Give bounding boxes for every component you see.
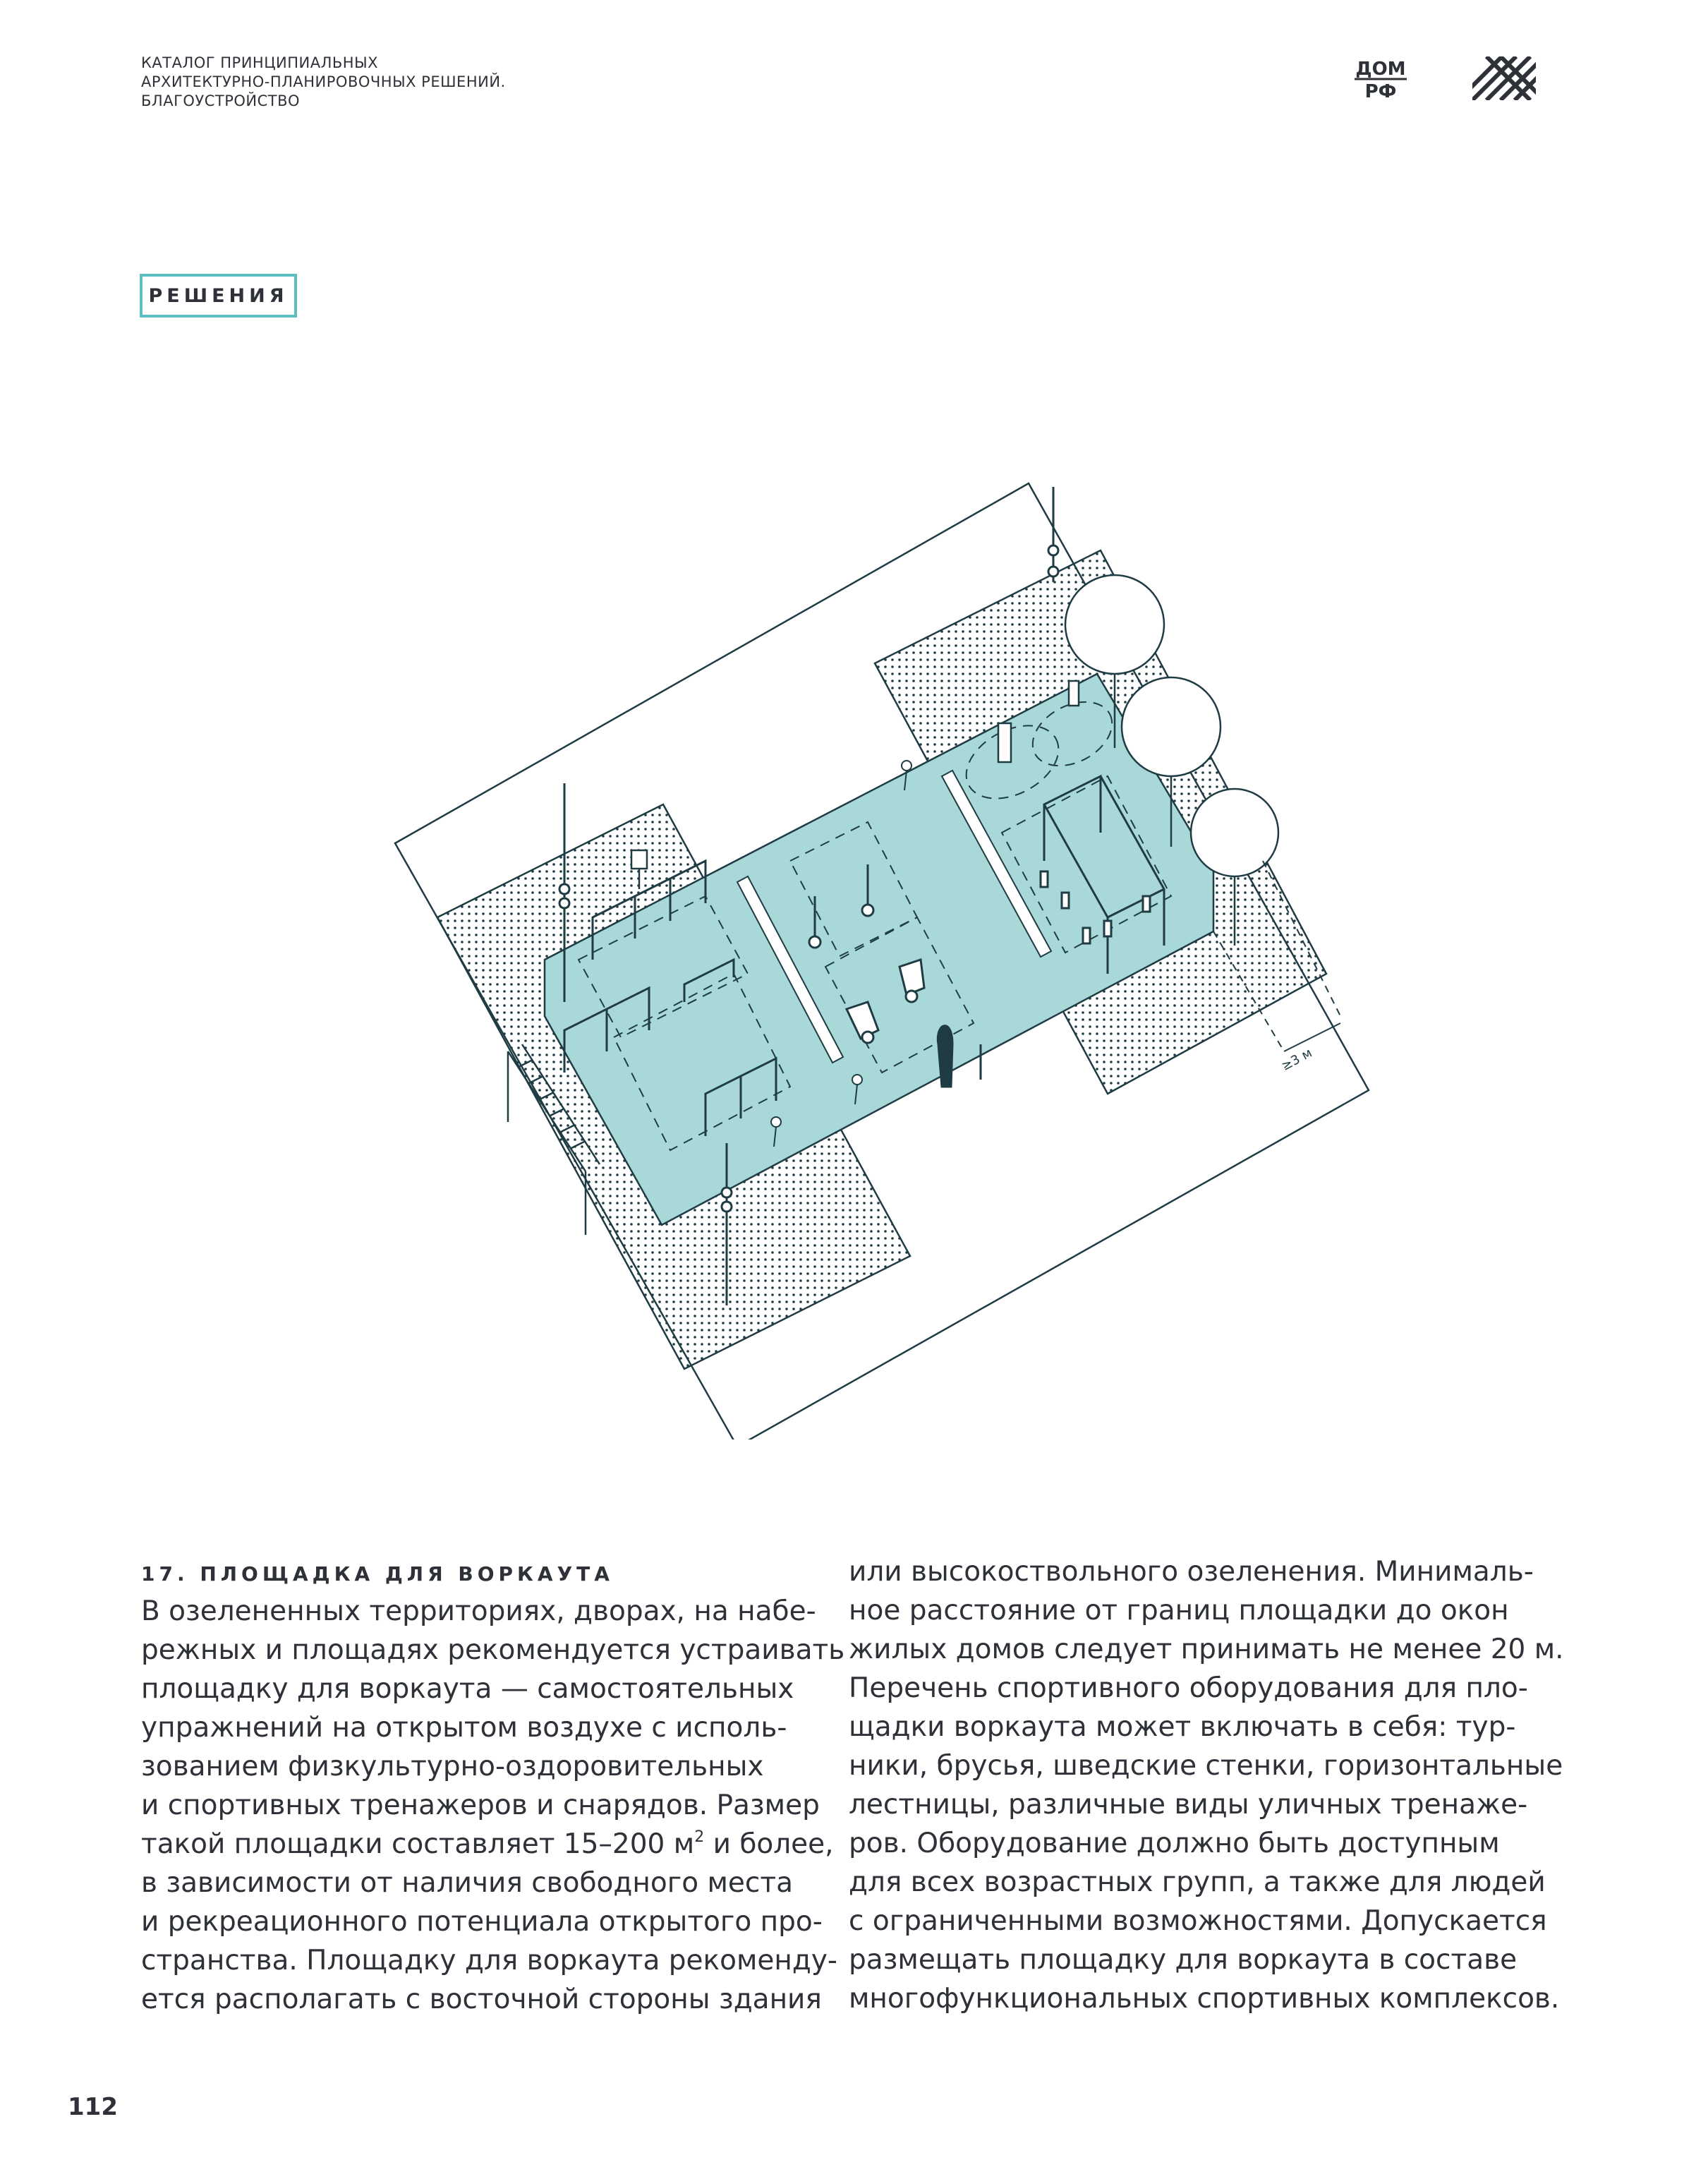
- left-line-8: в зависимости от наличия свободного места: [141, 1867, 793, 1899]
- dimension-label: ≥3 м: [1279, 1045, 1315, 1074]
- left-line-11: ется располагать с восточной стороны здания: [141, 1984, 822, 2015]
- solutions-badge: РЕШЕНИЯ: [140, 274, 297, 318]
- hatched-pattern-logo: [1472, 56, 1536, 100]
- right-line-10: с ограниченными возможностями. Допускается: [849, 1905, 1547, 1937]
- right-line-6: ники, брусья, шведские стенки, горизонтальные: [849, 1750, 1563, 1782]
- dom-rf-logo: [1353, 56, 1408, 100]
- left-line-7-tail: и более,: [704, 1828, 834, 1860]
- left-line-2: режных и площадях рекомендуется устраивать: [141, 1634, 845, 1666]
- left-line-4: упражнений на открытом воздухе с исполь-: [141, 1712, 787, 1744]
- logo-dom-text: ДОМ: [1355, 59, 1406, 80]
- text-column-right: [849, 1552, 1568, 2018]
- workout-area-illustration: [381, 466, 1383, 1439]
- left-line-3: площадку для воркаута — самостоятельных: [141, 1673, 794, 1705]
- right-line-7: лестницы, различные виды уличных тренаже-: [849, 1789, 1528, 1821]
- logo-rf-text: РФ: [1364, 81, 1397, 100]
- left-line-1: В озелененных территориях, дворах, на набе-: [141, 1595, 816, 1627]
- left-line-10: странства. Площадку для воркаута рекоменду-: [141, 1945, 837, 1976]
- left-line-5: зованием физкультурно-оздоровительных: [141, 1751, 764, 1782]
- right-line-11: размещать площадку для воркаута в составе: [849, 1944, 1518, 1976]
- right-line-9: для всех возрастных групп, а также для людей: [849, 1866, 1546, 1898]
- header-line-1: КАТАЛОГ ПРИНЦИПИАЛЬНЫХ: [141, 54, 379, 71]
- section-title: 17. ПЛОЩАДКА ДЛЯ ВОРКАУТА: [141, 1562, 614, 1586]
- left-line-9: и рекреационного потенциала открытого про-: [141, 1906, 823, 1938]
- right-line-4: Перечень спортивного оборудования для пло-: [849, 1672, 1528, 1704]
- left-line-7: [141, 1825, 847, 1864]
- right-line-12: многофункциональных спортивных комплексов.: [849, 1983, 1560, 2015]
- left-line-7-text: такой площадки составляет 15–200 м: [141, 1828, 695, 1860]
- page-number: 112: [68, 2093, 118, 2121]
- left-line-6: и спортивных тренажеров и снарядов. Размер: [141, 1789, 820, 1821]
- right-line-5: щадки воркаута может включать в себя: тур-: [849, 1711, 1516, 1743]
- right-line-1: или высокоствольного озеленения. Минималь-: [849, 1556, 1534, 1588]
- right-line-2: ное расстояние от границ площадки до окон: [849, 1595, 1509, 1626]
- header-line-3: БЛАГОУСТРОЙСТВО: [141, 92, 301, 109]
- square-superscript: 2: [694, 1828, 705, 1846]
- header-line-2: АРХИТЕКТУРНО-ПЛАНИРОВОЧНЫХ РЕШЕНИЙ.: [141, 73, 506, 90]
- text-column-left: [141, 1552, 847, 2019]
- teal-field: [545, 674, 1213, 1225]
- right-line-3: жилых домов следует принимать не менее 20 м.: [849, 1634, 1564, 1665]
- catalog-header: [141, 54, 506, 111]
- right-line-8: ров. Оборудование должно быть доступным: [849, 1828, 1500, 1859]
